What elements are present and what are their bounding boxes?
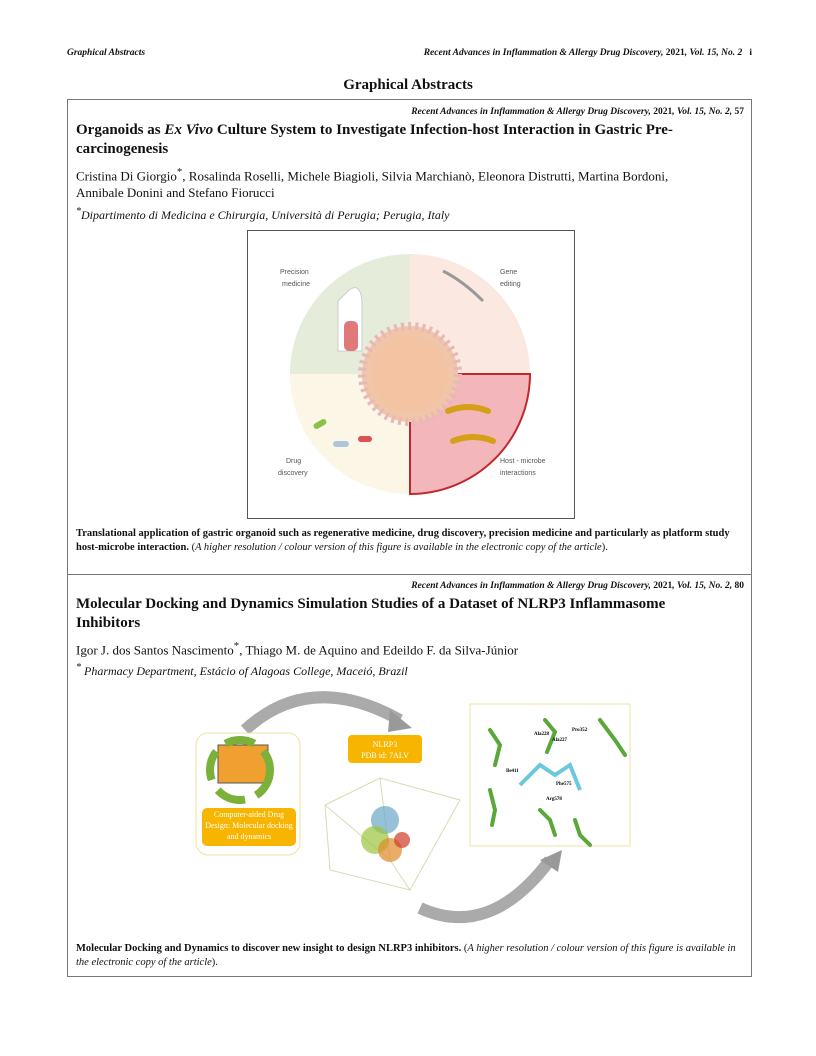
residue-label: Ala228 — [534, 732, 549, 737]
divider — [67, 574, 752, 575]
residue-label: Pro352 — [572, 728, 588, 733]
label-pdb: PDB id: 7ALV — [361, 751, 409, 760]
affiliation-2: * Pharmacy Department, Estácio of Alagoas College, Maceió, Brazil — [76, 662, 408, 678]
label-discovery: discovery — [278, 470, 308, 477]
label-interactions: interactions — [500, 470, 536, 477]
label-medicine: medicine — [282, 281, 311, 288]
abstract-title-1: Organoids as Ex Vivo Culture System to Investigate Infection-host Interaction in Gastric Pre-carcinogenesis — [76, 122, 673, 157]
label-gene: Gene — [500, 269, 518, 276]
running-header-left: Graphical Abstracts — [67, 48, 146, 58]
label-host-microbe: Host - microbe — [500, 458, 546, 465]
label-drug: Drug — [286, 458, 302, 465]
figure-docking-workflow — [190, 690, 640, 930]
citation-2: Recent Advances in Inflammation & Allergy Drug Discovery, 2021, Vol. 15, No. 2, 80 — [411, 581, 744, 591]
label-nlrp3: NLRP3 — [372, 740, 398, 749]
affiliation-1: *Dipartimento di Medicina e Chirurgia, Università di Perugia; Perugia, Italy — [76, 206, 450, 222]
authors-2: Igor J. dos Santos Nascimento*, Thiago M. de Aquino and Edeildo F. da Silva-Júnior — [76, 640, 519, 658]
label-editing: editing — [500, 281, 521, 288]
citation-1: Recent Advances in Inflammation & Allergy Drug Discovery, 2021, Vol. 15, No. 2, 57 — [411, 107, 744, 117]
caption-1: Translational application of gastric organoid such as regenerative medicine, drug discovery, precision medicine and particularly as platform study host-microbe interaction. (A higher resolution / colour version of this figure is available in the electronic copy of the article). — [76, 528, 730, 553]
figure-organoid-applications — [247, 230, 575, 519]
residue-label: Phe575 — [556, 782, 572, 787]
residue-label: Arg578 — [546, 797, 562, 802]
residue-label: Ala227 — [552, 738, 567, 743]
section-title: Graphical Abstracts — [343, 77, 473, 93]
abstract-title-2: Molecular Docking and Dynamics Simulation Studies of a Dataset of NLRP3 Inflammasome Inhibitors — [76, 596, 666, 631]
authors-1: Cristina Di Giorgio*, Rosalinda Roselli, Michele Biagioli, Silvia Marchianò, Eleonora Distrutti, Martina Bordoni, Annibale Donini and Stefano Fiorucci — [76, 166, 669, 201]
residue-label: Ile411 — [506, 769, 519, 774]
running-header-right: Recent Advances in Inflammation & Allergy Drug Discovery, 2021, Vol. 15, No. 2 i — [423, 48, 752, 58]
label-cadd: Computer-aided Drug Design: Molecular docking and dynamics — [205, 810, 293, 841]
label-precision: Precision — [280, 269, 309, 276]
caption-2: Molecular Docking and Dynamics to discover new insight to design NLRP3 inhibitors. (A higher resolution / colour version of this figure is available in the electronic copy of the article). — [76, 943, 736, 968]
